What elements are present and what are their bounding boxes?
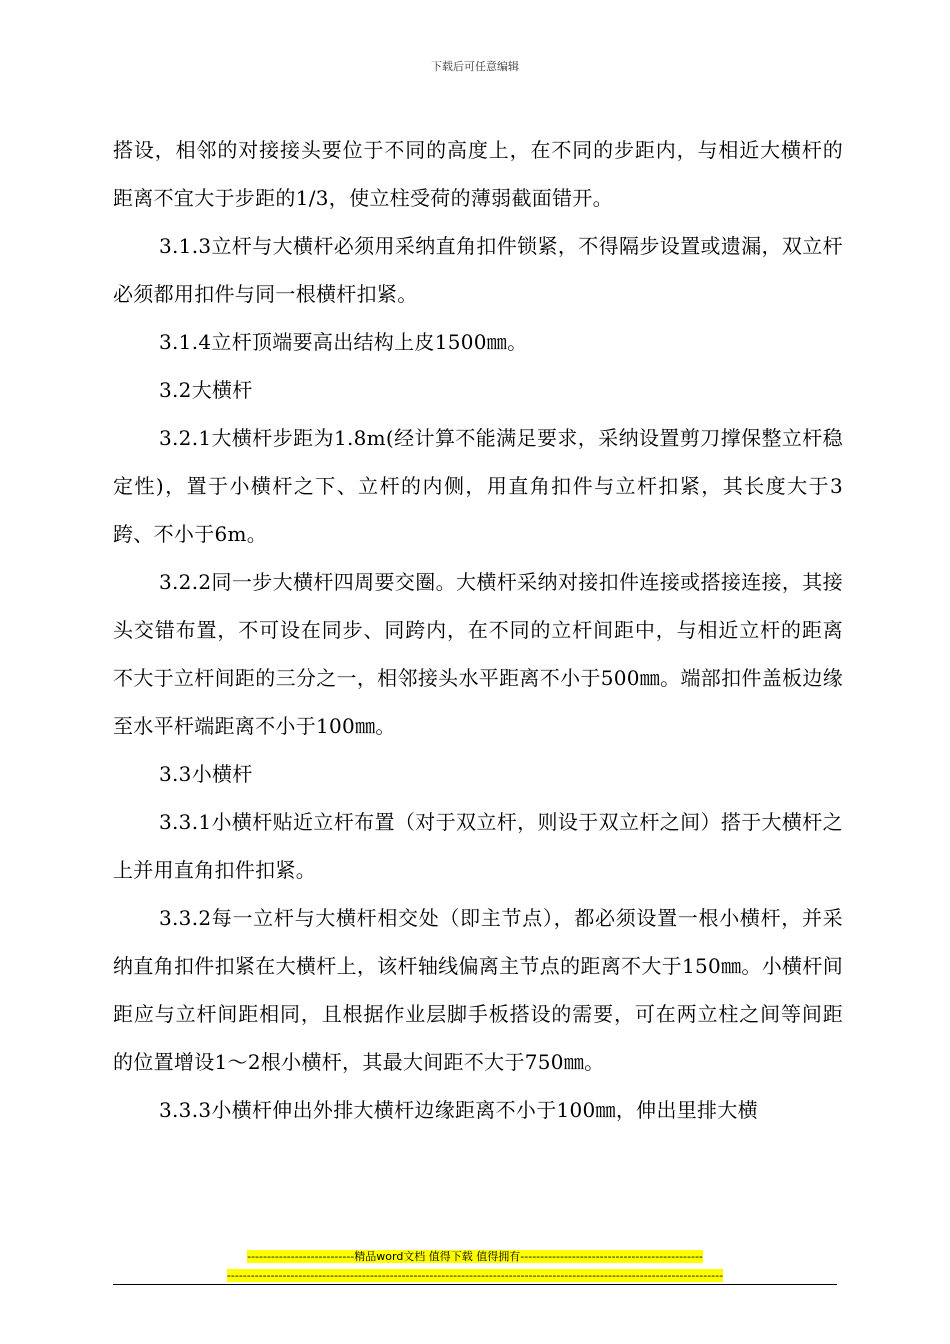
paragraph-3-1-3: 3.1.3立杆与大横杆必须用采纳直角扣件锁紧，不得隔步设置或遗漏，双立杆必须都用扣件与同一根横杆扣紧。 <box>113 234 843 306</box>
section-heading-3-2: 3.2大横杆 <box>159 378 253 402</box>
footer-divider <box>113 1284 837 1285</box>
footer-banner-text: ---------------------------精品word文档 值得下载 值得拥有---------------------------------------------- <box>247 1250 703 1263</box>
paragraph-3-2-2: 3.2.2同一步大横杆四周要交圈。大横杆采纳对接扣件连接或搭接连接，其接头交错布置，不可设在同步、同跨内，在不同的立杆间距中，与相近立杆的距离不大于立杆间距的三分之一，相邻接头水平距离不小于500㎜。端部扣件盖板边缘至水平杆端距离不小于100㎜。 <box>113 570 843 738</box>
paragraph-3-1-4: 3.1.4立杆顶端要高出结构上皮1500㎜。 <box>159 330 528 354</box>
footer-dash-line <box>0 1269 950 1283</box>
footer-banner <box>0 1250 950 1264</box>
paragraph-continuation: 搭设，相邻的对接接头要位于不同的高度上，在不同的步距内，与相近大横杆的距离不宜大于步距的1/3，使立柱受荷的薄弱截面错开。 <box>113 138 843 210</box>
paragraph-3-3-2: 3.3.2每一立杆与大横杆相交处（即主节点），都必须设置一根小横杆，并采纳直角扣件扣紧在大横杆上，该杆轴线偏离主节点的距离不大于150㎜。小横杆间距应与立杆间距相同，且根据作业层脚手板搭设的需要，可在两立柱之间等间距的位置增设1～2根小横杆，其最大间距不大于750㎜。 <box>113 906 843 1074</box>
document-body <box>113 126 843 1134</box>
page-header-note: 下载后可任意编辑 <box>431 60 519 73</box>
section-heading-3-3: 3.3小横杆 <box>159 762 253 786</box>
paragraph-3-2-1: 3.2.1大横杆步距为1.8m(经计算不能满足要求，采纳设置剪刀撑保整立杆稳定性)，置于小横杆之下、立杆的内侧，用直角扣件与立杆扣紧，其长度大于3跨、不小于6m。 <box>113 426 843 546</box>
paragraph-3-3-3: 3.3.3小横杆伸出外排大横杆边缘距离不小于100㎜，伸出里排大横 <box>159 1098 758 1122</box>
paragraph-3-3-1: 3.3.1小横杆贴近立杆布置（对于双立杆，则设于双立杆之间）搭于大横杆之上并用直角扣件扣紧。 <box>113 810 843 882</box>
footer-dash-text: ----------------------------------------------------------------------------------------------------------------------------- <box>226 1269 724 1282</box>
